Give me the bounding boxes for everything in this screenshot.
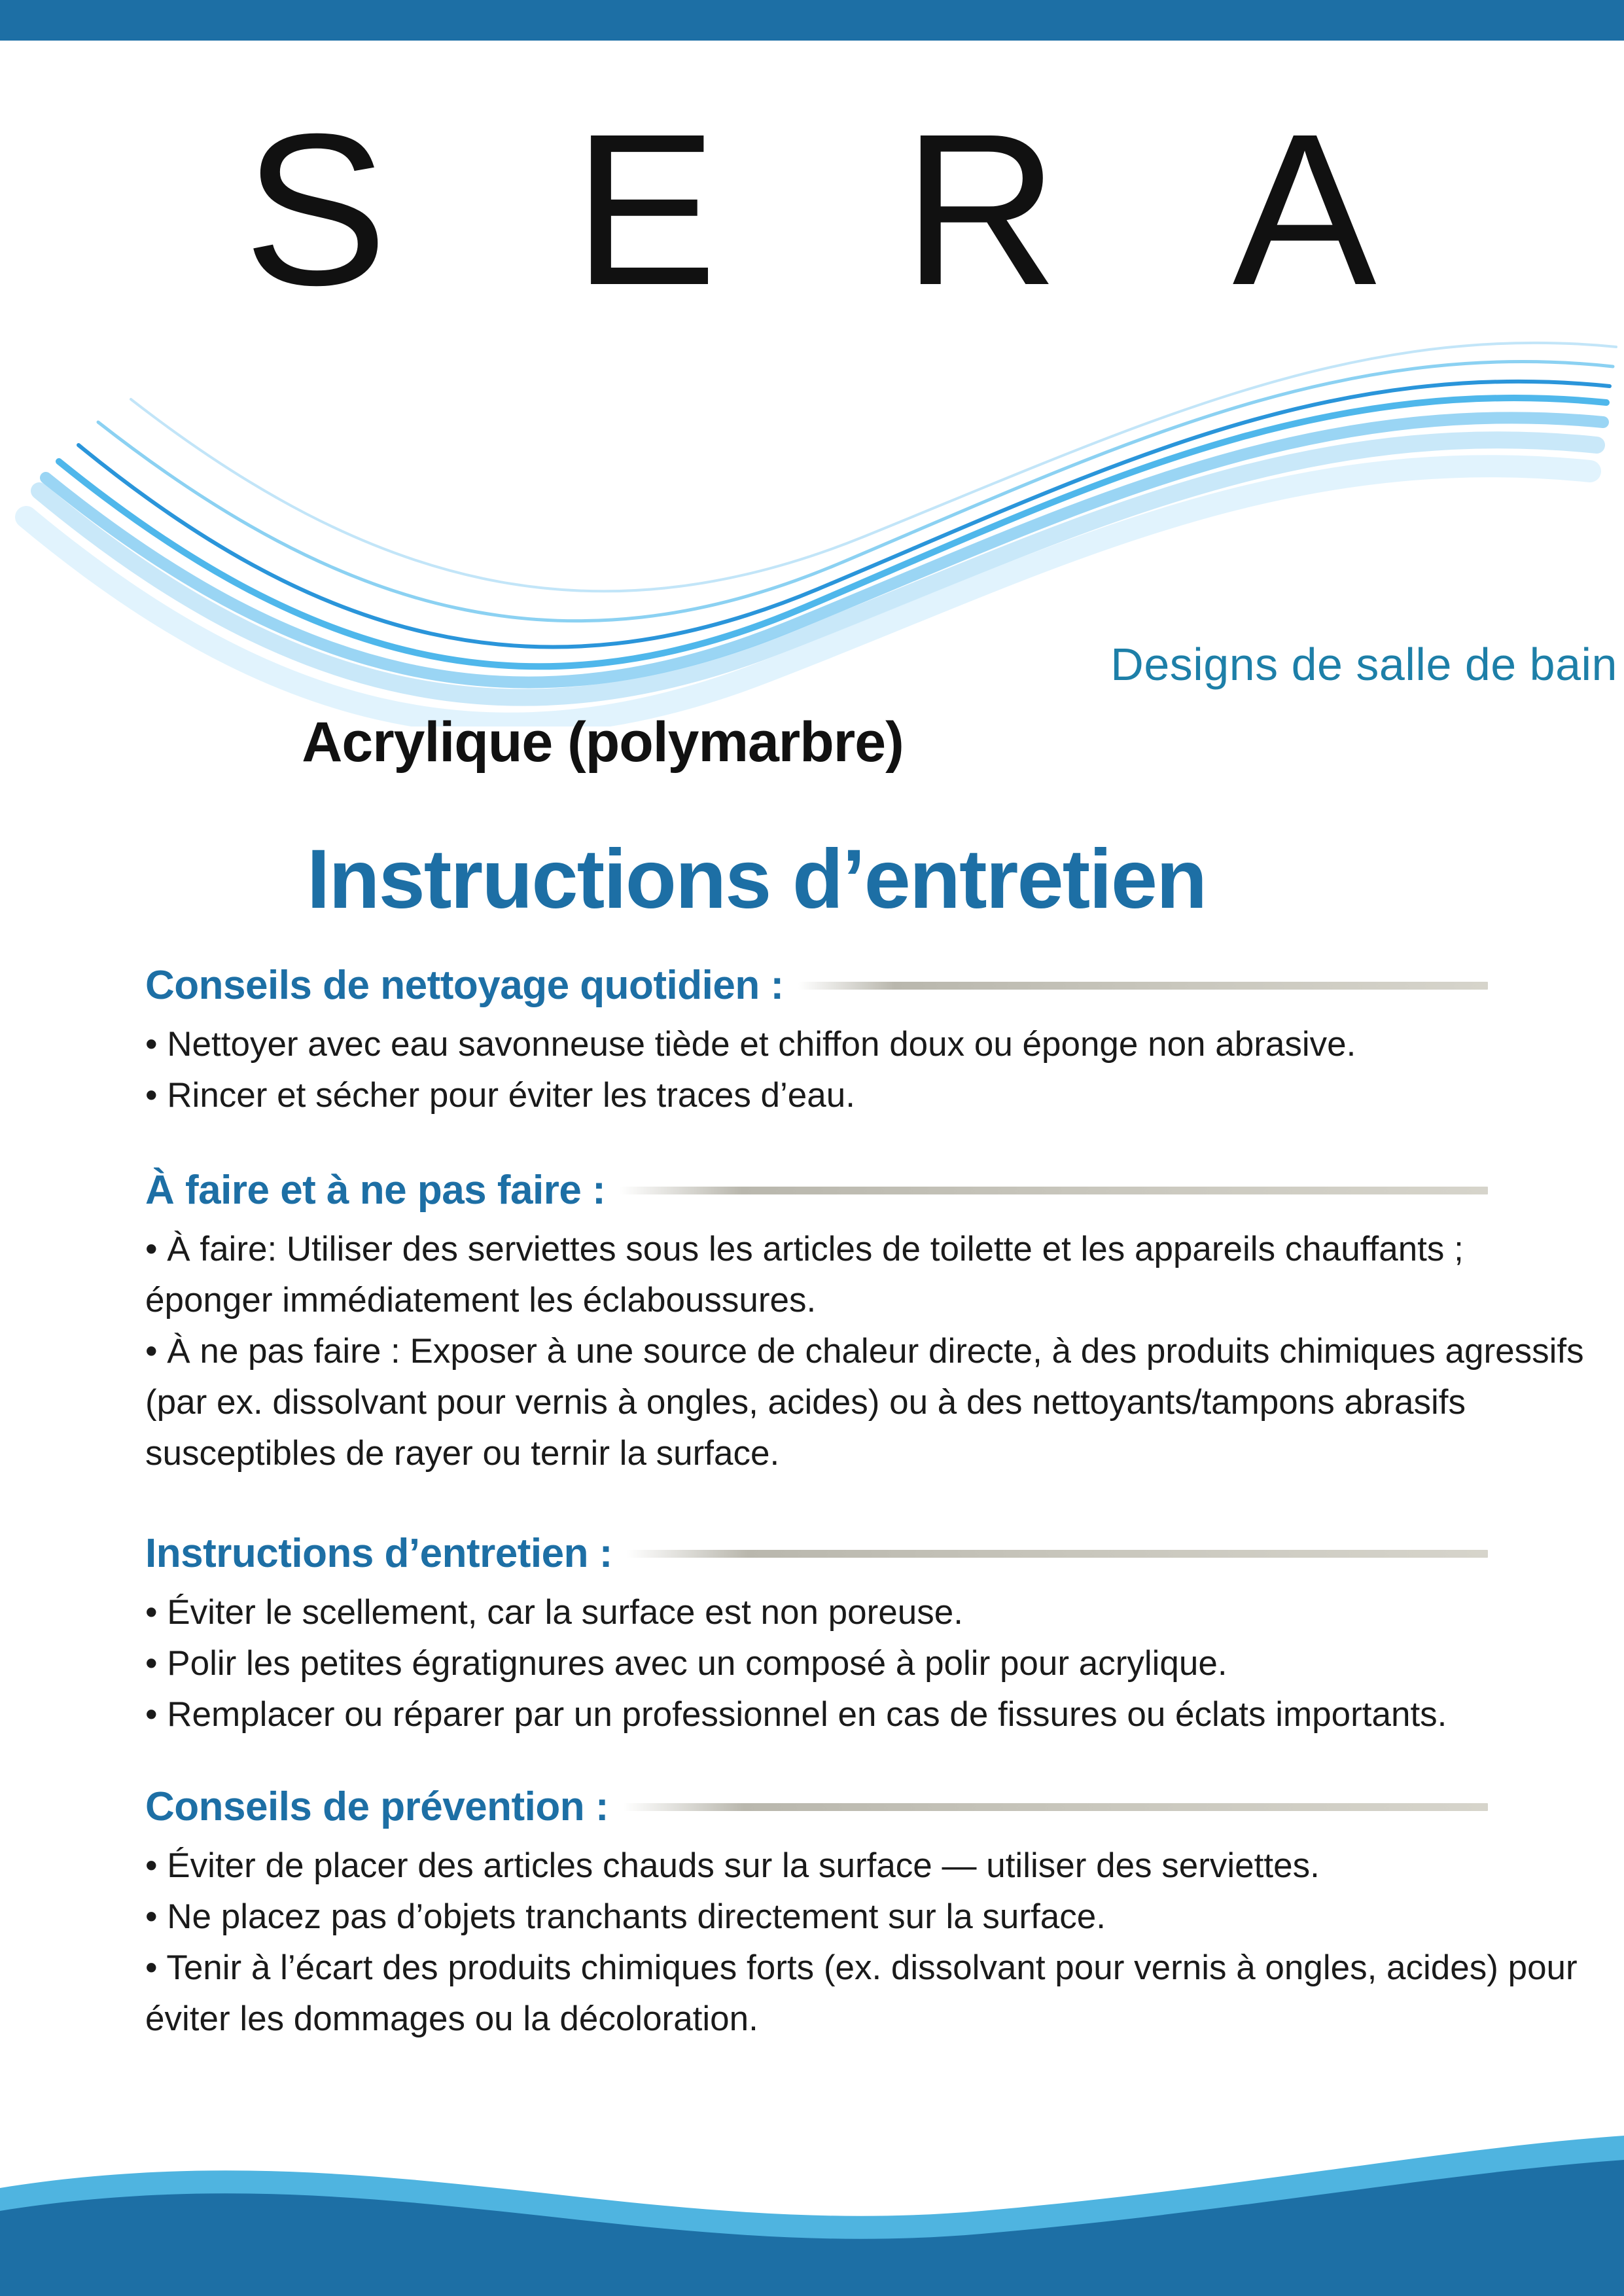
section-title: Conseils de prévention : bbox=[145, 1784, 609, 1829]
section-divider-rule bbox=[623, 1803, 1488, 1811]
bullet-item: • Nettoyer avec eau savonneuse tiède et chiffon doux ou éponge non abrasive. bbox=[145, 1025, 1356, 1064]
product-subtitle: Acrylique (polymarbre) bbox=[302, 711, 904, 774]
section-divider-rule bbox=[627, 1550, 1488, 1558]
tagline: Designs de salle de bain bbox=[1110, 639, 1617, 690]
bullet-item: • Ne placez pas d’objets tranchants directement sur la surface. bbox=[145, 1897, 1106, 1936]
section-maintenance-instructions bbox=[145, 1530, 1599, 1740]
section-header bbox=[145, 1784, 1599, 1830]
section-title: Conseils de nettoyage quotidien : bbox=[145, 963, 784, 1008]
bullet-item: • Remplacer ou réparer par un professionnel en cas de fissures ou éclats importants. bbox=[145, 1695, 1447, 1734]
section-header bbox=[145, 1530, 1599, 1577]
page-title: Instructions d’entretien bbox=[306, 833, 1207, 926]
brand-logo bbox=[0, 88, 1624, 373]
bullet-item: • Éviter de placer des articles chauds sur la surface — utiliser des serviettes. bbox=[145, 1846, 1320, 1885]
section-divider-rule bbox=[620, 1187, 1488, 1194]
brand-logo-text: S E R A bbox=[243, 88, 1439, 330]
top-accent-bar bbox=[0, 0, 1624, 41]
bullet-item: • Tenir à l’écart des produits chimiques forts (ex. dissolvant pour vernis à ongles, acides) pour éviter les dommages ou la décoloration. bbox=[145, 1948, 1578, 2038]
footer-wave-graphic bbox=[0, 2100, 1624, 2296]
instructions-content bbox=[145, 962, 1599, 2083]
section-dos-and-donts bbox=[145, 1167, 1599, 1479]
section-header bbox=[145, 962, 1599, 1009]
section-prevention-tips bbox=[145, 1784, 1599, 2045]
section-daily-cleaning bbox=[145, 962, 1599, 1121]
section-title: Instructions d’entretien : bbox=[145, 1531, 612, 1576]
bullet-item: • Polir les petites égratignures avec un composé à polir pour acrylique. bbox=[145, 1644, 1227, 1683]
bullet-item: • À faire: Utiliser des serviettes sous les articles de toilette et les appareils chauffants ; éponger immédiatement les éclaboussures. bbox=[145, 1230, 1464, 1319]
bullet-item: • Rincer et sécher pour éviter les traces d’eau. bbox=[145, 1076, 855, 1115]
section-title: À faire et à ne pas faire : bbox=[145, 1168, 606, 1213]
bullet-item: • À ne pas faire : Exposer à une source de chaleur directe, à des produits chimiques agressifs (par ex. dissolvant pour vernis à ongles, acides) ou à des nettoyants/tampons abrasifs susceptibles de rayer ou ternir la surface. bbox=[145, 1332, 1584, 1473]
section-header bbox=[145, 1167, 1599, 1213]
bullet-item: • Éviter le scellement, car la surface est non poreuse. bbox=[145, 1593, 963, 1632]
section-divider-rule bbox=[798, 982, 1488, 990]
